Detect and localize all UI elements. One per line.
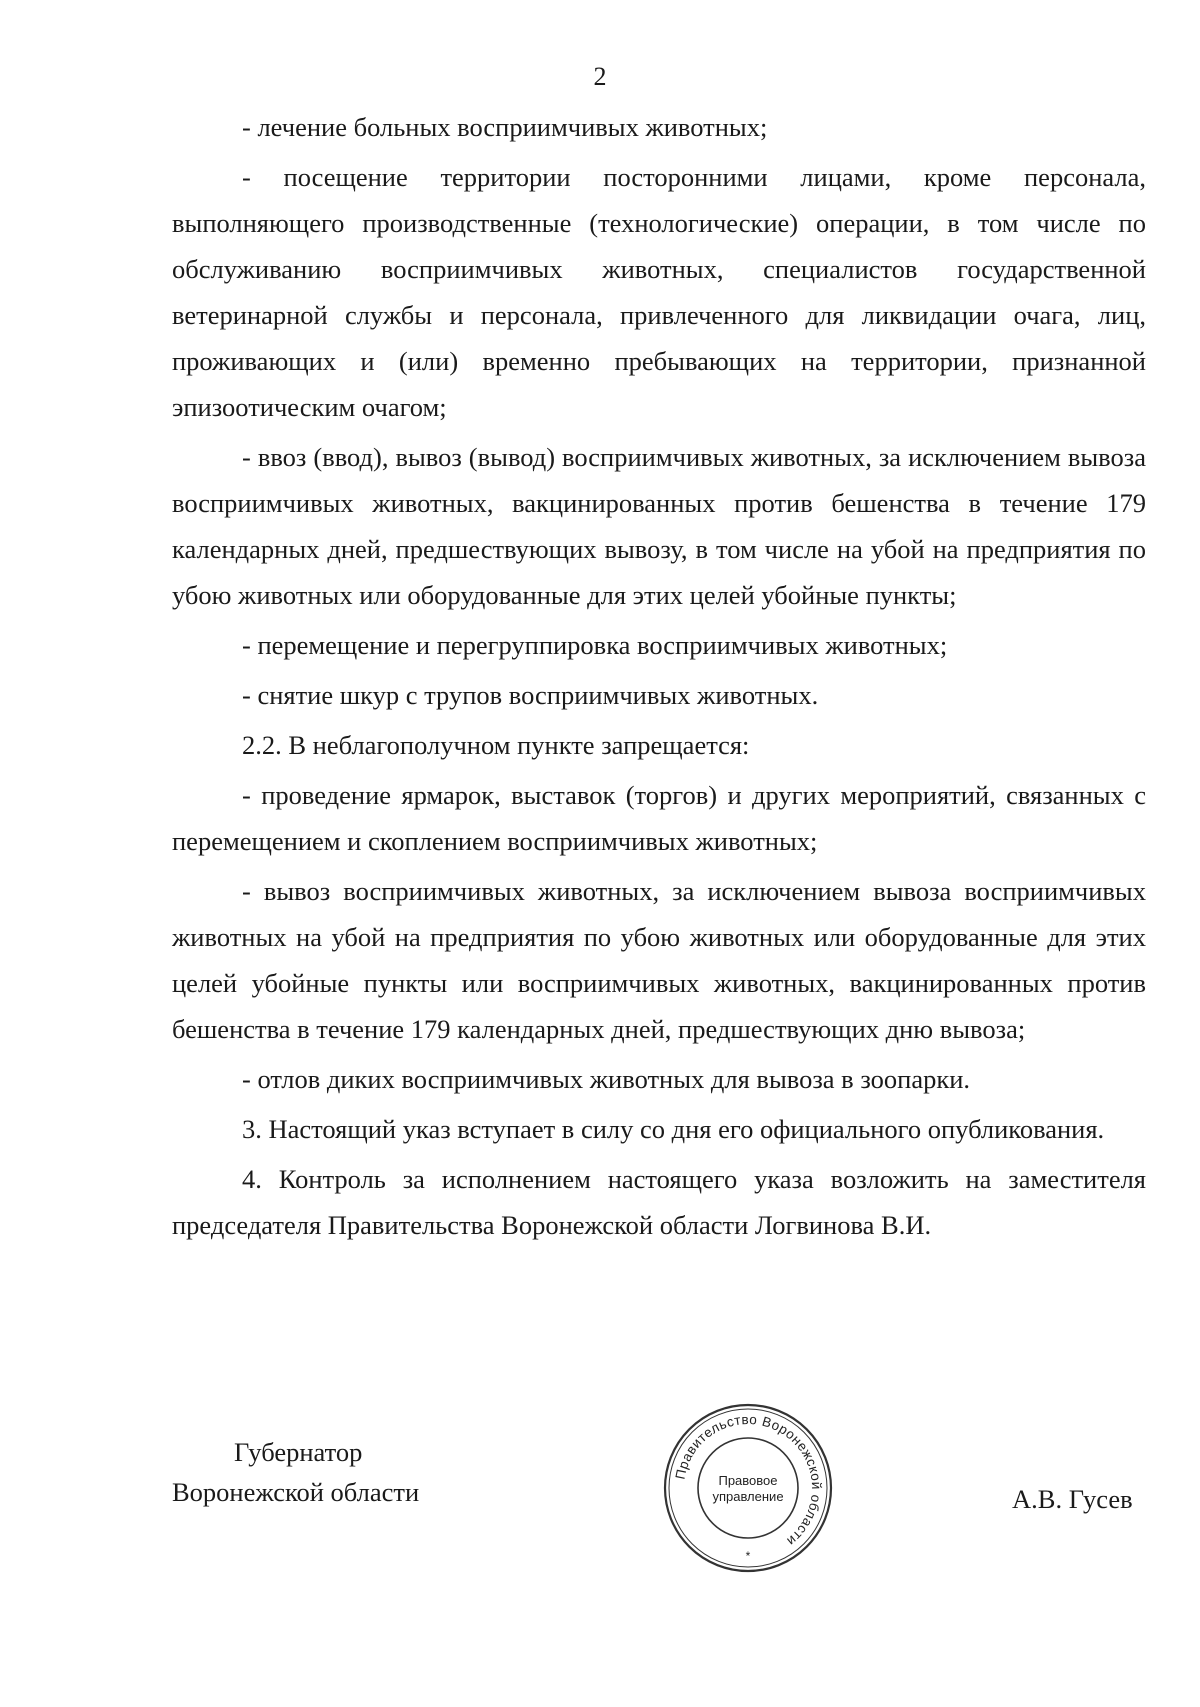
stamp-center-line2: управление [712, 1489, 784, 1504]
stamp-graphic [662, 1402, 834, 1574]
stamp-ring-text: Правительство Воронежской области [672, 1411, 825, 1550]
signer-position-line1: Губернатор [234, 1437, 363, 1467]
stamp-center-line1: Правовое [718, 1473, 778, 1488]
paragraph-3: - ввоз (ввод), вывоз (вывод) восприимчивых животных, за исключением вывоза восприимчивых животных, вакцинированных против бешенства в течение 179 календарных дней, предшествующих вывозу, в том числе на убой на предприятия по убою животных или оборудованные для этих целей убойные пункты; [172, 442, 1146, 610]
stamp-star: * [745, 1549, 751, 1563]
signer-name: А.В. Гусев [1012, 1484, 1133, 1514]
document-body [172, 104, 1146, 1248]
paragraph-1: - лечение больных восприимчивых животных; [242, 112, 768, 142]
signer-position [172, 1432, 419, 1512]
signer-position-line2: Воронежской области [172, 1477, 420, 1507]
page-number: 2 [593, 62, 607, 91]
paragraph-9: - отлов диких восприимчивых животных для вывоза в зоопарки. [242, 1064, 971, 1094]
official-stamp [662, 1402, 834, 1574]
paragraph-2: - посещение территории посторонними лицами, кроме персонала, выполняющего производственные (технологические) операции, в том числе по обслуживанию восприимчивых животных, специалистов государственной ветеринарной службы и персонала, привлеченного для ликвидации очага, лиц, проживающих и (или) временно пребывающих на территории, признанной эпизоотическим очагом; [172, 162, 1146, 422]
paragraph-6: 2.2. В неблагополучном пункте запрещается: [242, 730, 750, 760]
paragraph-4: - перемещение и перегруппировка восприимчивых животных; [242, 630, 948, 660]
paragraph-5: - снятие шкур с трупов восприимчивых животных. [242, 680, 819, 710]
paragraph-11: 4. Контроль за исполнением настоящего указа возложить на заместителя председателя Правительства Воронежской области Логвинова В.И. [172, 1164, 1146, 1240]
paragraph-7: - проведение ярмарок, выставок (торгов) и других мероприятий, связанных с перемещением и скоплением восприимчивых животных; [172, 780, 1146, 856]
paragraph-10: 3. Настоящий указ вступает в силу со дня его официального опубликования. [242, 1114, 1105, 1144]
paragraph-8: - вывоз восприимчивых животных, за исключением вывоза восприимчивых животных на убой на предприятия по убою животных или оборудованные для этих целей убойные пункты или восприимчивых животных, вакцинированных против бешенства в течение 179 календарных дней, предшествующих дню вывоза; [172, 876, 1146, 1044]
